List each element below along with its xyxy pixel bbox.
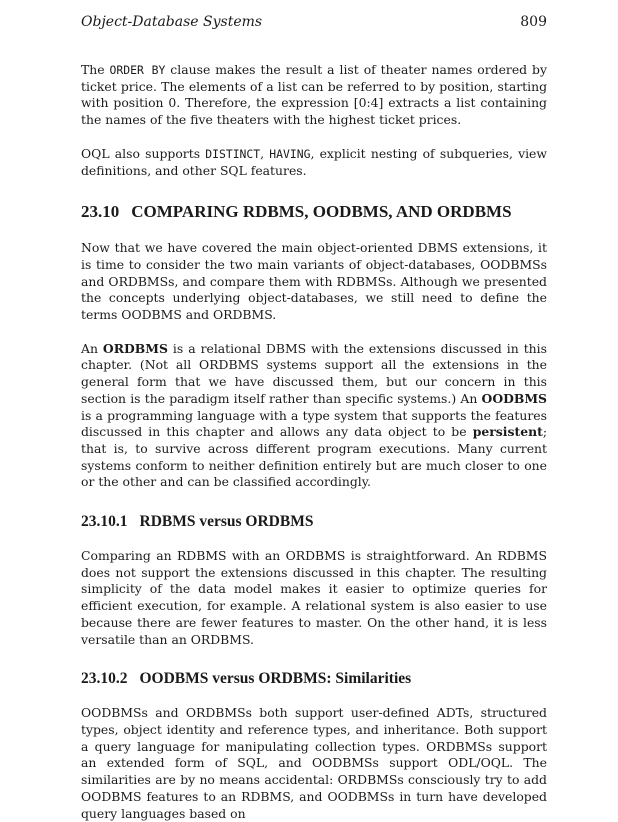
section-heading-23-10-2 — [81, 669, 547, 688]
code-order-by: ORDER BY — [109, 63, 166, 77]
paragraph-intro-comparison: Now that we have covered the main object-oriented DBMS extensions, it is time to consider the two main variants of object-databases, OODBMSs and ORDBMSs, and compare them with RDBMSs. Although we presented the concepts underlying object-databases, we still need to define the terms OODBMS and ORDBMS. — [81, 240, 547, 323]
paragraph-definitions: An ORDBMS is a relational DBMS with the extensions discussed in this chapter. (Not all ORDBMS systems support all the extensions in the general form that we have discussed them, but our concern in this section is the paradigm itself rather than specific systems.) An OODBMS is a programming language with a type system that supports the features discussed in this chapter and allows any data object to be persistent; that is, to survive across different program executions. Many current systems conform to neither definition entirely but are much closer to one or the other and can be classified accordingly. — [81, 340, 547, 490]
running-title: Object-Database Systems — [81, 14, 263, 30]
subsection-title: RDBMS versus ORDBMS — [139, 513, 314, 531]
section-number: 23.10 — [81, 202, 120, 222]
code-having: HAVING — [269, 146, 311, 161]
section-heading-23-10-1 — [81, 512, 547, 531]
subsection-number: 23.10.2 — [81, 670, 128, 688]
paragraph-rdbms-vs-ordbms: Comparing an RDBMS with an ORDBMS is straightforward. An RDBMS does not support the extensions discussed in this chapter. The resulting simplicity of the data model makes it easier to optimize queries for efficient execution, for example. A relational system is also easier to use because there are fewer features to master. On the other hand, it is less versatile than an ORDBMS. — [81, 548, 547, 647]
section-title: COMPARING RDBMS, OODBMS, AND ORDBMS — [131, 202, 512, 222]
subsection-title: OODBMS versus ORDBMS: Similarities — [139, 670, 412, 688]
paragraph-similarities: OODBMSs and ORDBMSs both support user-defined ADTs, structured types, object identity and reference types, and inheritance. Both support a query language for manipulating collection types. ORDBMSs support an extended form of SQL, and OODBMSs support ODL/OQL. The similarities are by no means accidental: ORDBMSs consciously try to add OODBMS features to an RDBMS, and OODBMSs in turn have developed query languages based on — [81, 705, 547, 821]
term-ordbms: ORDBMS — [102, 340, 168, 356]
running-header — [81, 14, 547, 36]
book-page — [81, 14, 547, 822]
term-persistent: persistent — [472, 424, 543, 440]
code-distinct: DISTINCT — [205, 146, 261, 161]
term-oodbms: OODBMS — [481, 390, 547, 406]
section-heading-23-10 — [81, 202, 547, 222]
subsection-number: 23.10.1 — [81, 513, 128, 531]
paragraph-oql-features: OQL also supports DISTINCT, HAVING, explicit nesting of subqueries, view definitions, and other SQL features. — [81, 145, 547, 178]
paragraph-order-by: The ORDER BY clause makes the result a list of theater names ordered by ticket price. The elements of a list can be referred to by position, starting with position 0. Therefore, the expression [0:4] extracts a list containing the names of the five theaters with the highest ticket prices. — [81, 62, 547, 128]
page-number: 809 — [520, 14, 547, 30]
